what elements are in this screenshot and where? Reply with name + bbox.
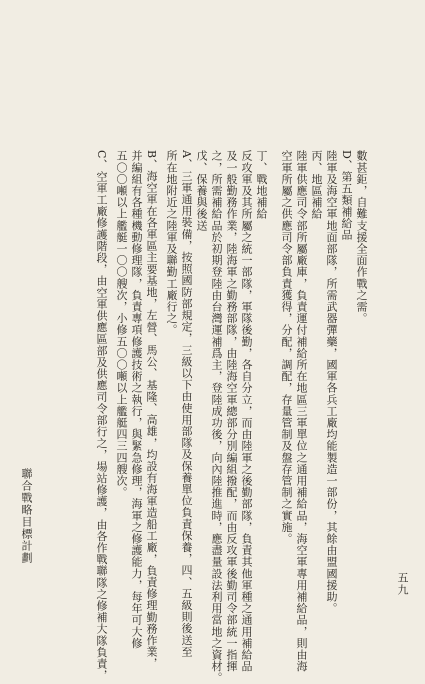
page-number: 五九 — [396, 572, 409, 596]
text-line: 之，所需補給品於初期登陸由台灣運補爲主，登陸成功後，向內陸推進時，應盡量設法利用當地之資材。 — [210, 150, 223, 684]
text-line: 丙、地區補給 — [310, 150, 323, 220]
text-line: 及一般勤務作業，陸海軍之勤務部隊，由陸海空軍總部分別編組撥配，而由反攻軍後勤司令部統一指揮 — [225, 150, 238, 672]
text-line: 反攻軍及其所屬之統一部隊，軍隊後勤，各自分立，而由陸軍之後勤部隊，負責其他軍種之通用補給品 — [240, 150, 253, 672]
document-body — [47, 150, 368, 684]
text-line: A、三軍通用裝備，按照國防部規定，三級以下由使用部隊及保養單位負責保養，四、五級則後送至 — [180, 150, 193, 658]
text-line: 空軍所屬之供應司令部負責獲得，分配，調配，存量管制及盤存管制之實施。 — [280, 150, 293, 545]
text-line: 丁、戰地補給 — [255, 150, 268, 220]
text-line: D、第五類補給品 — [340, 150, 353, 241]
text-line: 陸軍及海空軍地面部隊，所需武器彈藥，國軍各兵工廠均能製造一部份，其餘由盟國援助。 — [325, 150, 338, 614]
text-line: 數甚鉅，自難支援全面作戰之需。 — [355, 150, 368, 324]
text-line: C、空軍工廠修護階段，由空軍供應區部及供應司令部行之，場站修護，由各作戰聯隊之修補大隊負責， — [95, 150, 108, 682]
text-line: 戊、保養與後送 — [195, 150, 208, 232]
text-line: 并編組有各種機動修理隊，負責專項修護技術之執行，與緊急修理，海軍之修護能力，每年可大修 — [130, 150, 143, 649]
text-line: B、海空軍在各軍區主要基地，左營、馬公、基隆、高雄，均設有海軍造船工廠，負責修理勤務作業， — [145, 150, 158, 670]
text-line: 五〇〇噸以上艦艇一〇〇艘次，小修五〇〇噸以上艦艇四三四艘次。 — [115, 150, 128, 498]
text-line: 陸軍供應司令部所屬廠庫，負責運付補給所在地區三軍單位之通用補給品，海空軍專用補給品，則由海 — [295, 150, 308, 672]
text-line: 所在地附近之陸軍及聯勤工廠行之。 — [165, 150, 178, 336]
running-header: 聯合戰略目標計劃 — [20, 468, 33, 564]
